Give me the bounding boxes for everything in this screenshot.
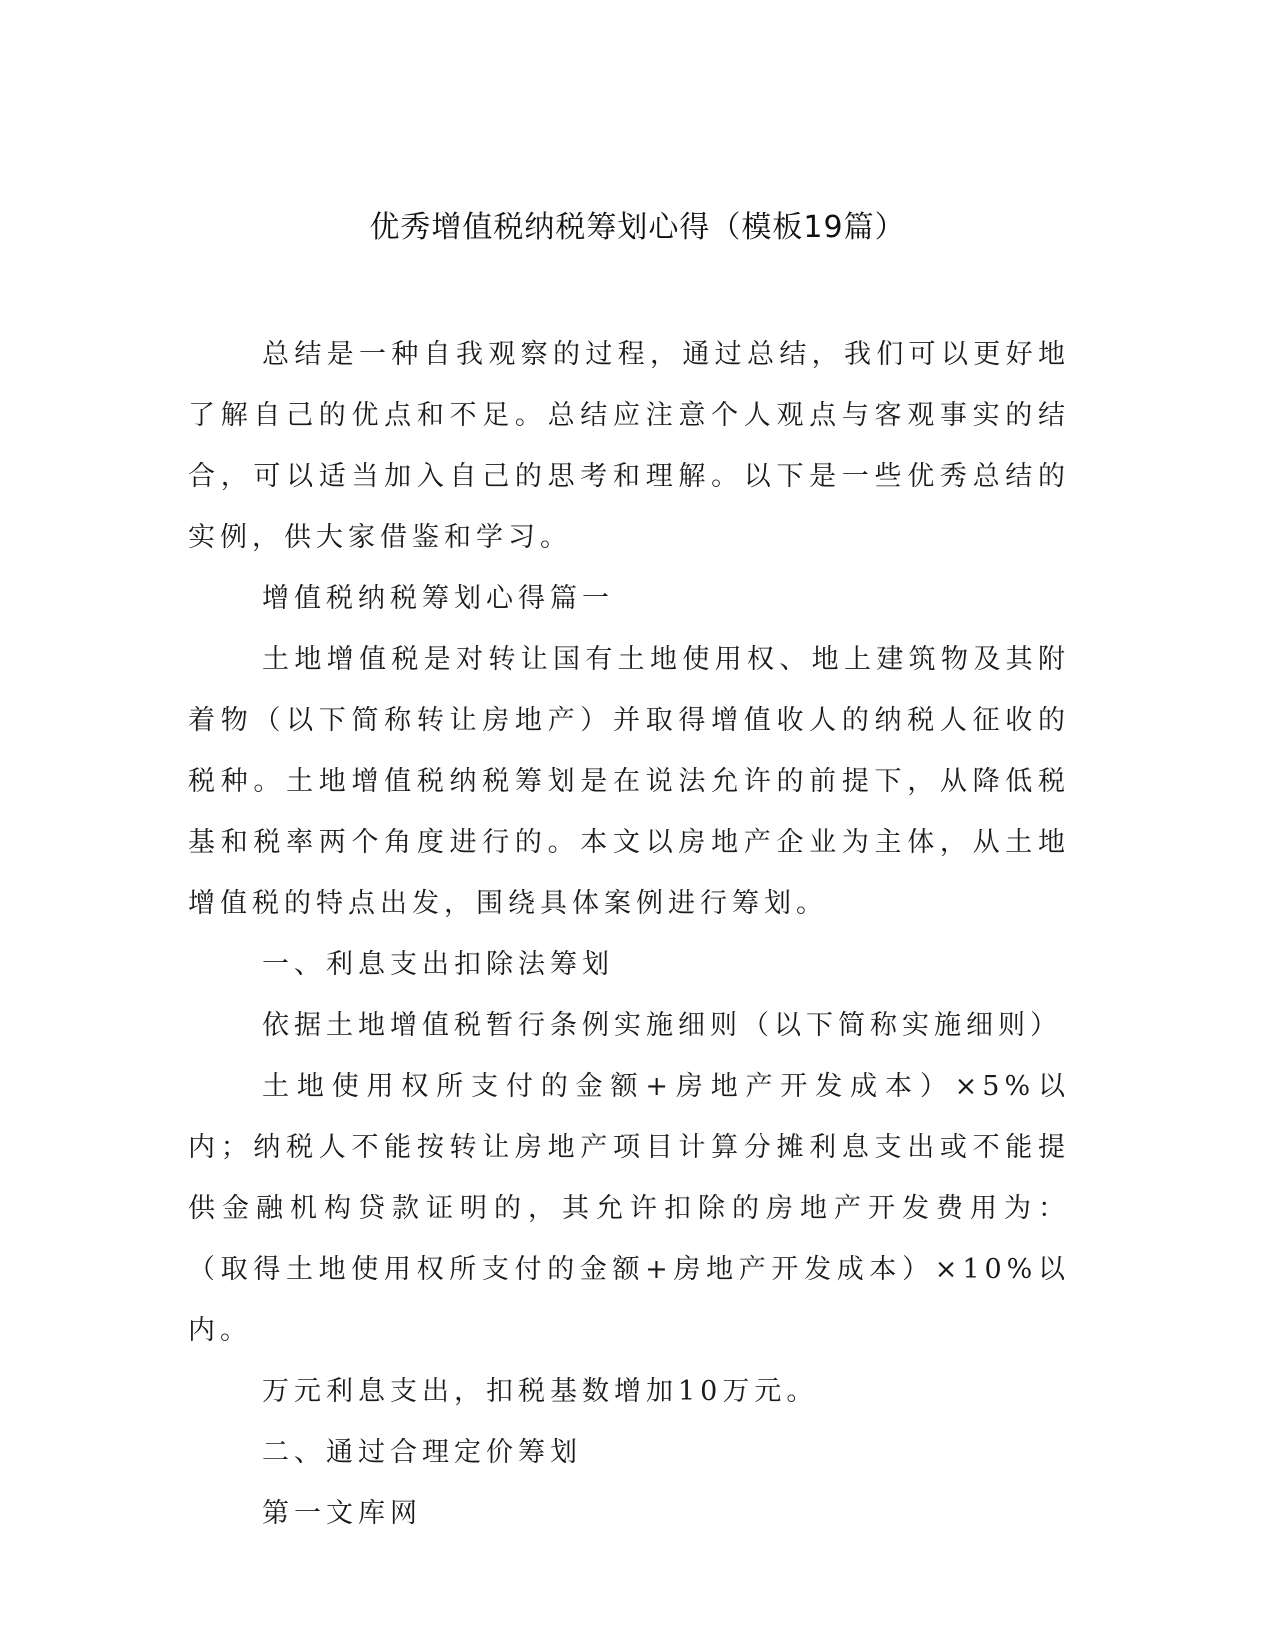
document-title: 优秀增值税纳税筹划心得（模板19篇） <box>369 210 906 245</box>
interest-result-paragraph: 万元利息支出，扣税基数增加10万元。 <box>262 1376 819 1407</box>
deduction-rule-paragraph: 土地使用权所支付的金额+房地产开发成本）×5%以内；纳税人不能按转让房地产项目计算分摊利息支出或不能提供金融机构贷款证明的，其允许扣除的房地产开发费用为：（取得土地使用权所支付的金额+房地产开发成本）×10%以内。 <box>188 1071 1070 1346</box>
land-vat-paragraph: 土地增值税是对转让国有土地使用权、地上建筑物及其附着物（以下简称转让房地产）并取得增值收人的纳税人征收的税种。土地增值税纳税筹划是在说法允许的前提下，从降低税基和税率两个角度进行的。本文以房地产企业为主体，从土地增值税的特点出发，围绕具体案例进行筹划。 <box>188 644 1070 919</box>
document-body <box>188 324 1070 1544</box>
subheading-interest-deduction: 一、利息支出扣除法筹划 <box>262 949 614 980</box>
intro-paragraph: 总结是一种自我观察的过程，通过总结，我们可以更好地了解自己的优点和不足。总结应注意个人观点与客观事实的结合，可以适当加入自己的思考和理解。以下是一些优秀总结的实例，供大家借鉴和学习。 <box>188 339 1070 553</box>
source-label: 第一文库网 <box>262 1498 422 1529</box>
subheading-pricing: 二、通过合理定价筹划 <box>262 1437 582 1468</box>
regulation-reference-paragraph: 依据土地增值税暂行条例实施细则（以下简称实施细则） <box>262 1010 1062 1041</box>
section-heading-part-one: 增值税纳税筹划心得篇一 <box>262 583 614 614</box>
